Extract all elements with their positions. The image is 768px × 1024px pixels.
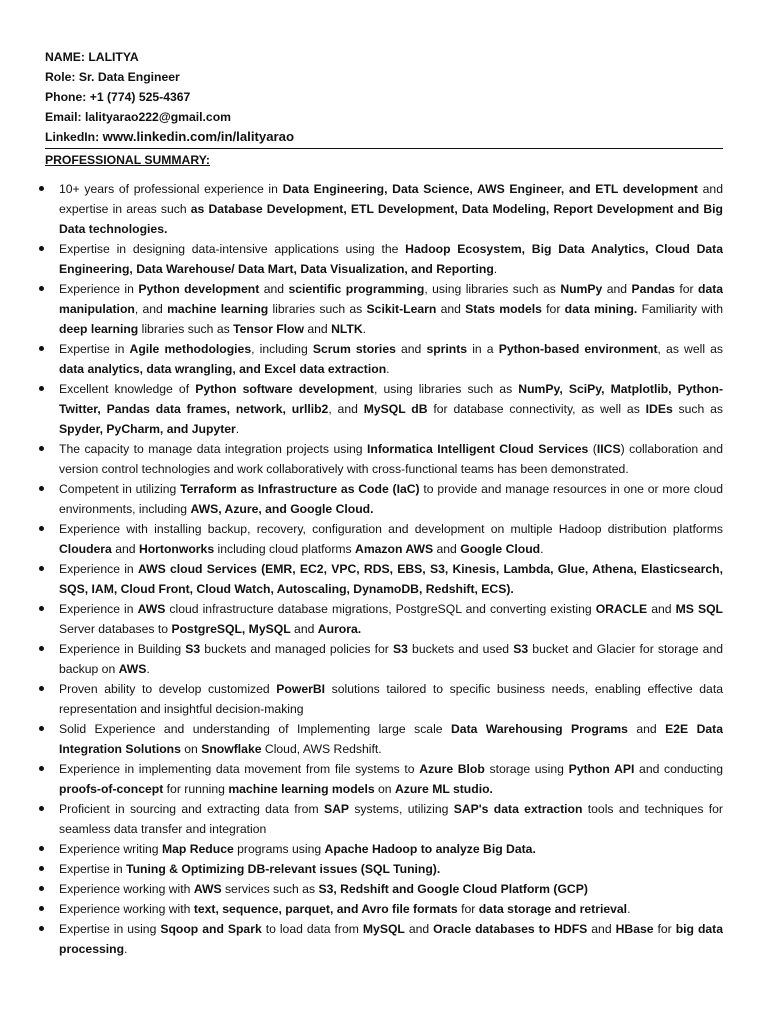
summary-text: Experience in [59,282,139,296]
summary-keyword: AWS [118,662,147,676]
summary-text: Expertise in [59,342,130,356]
summary-text: bucket and Glacier for storage and backup on [59,642,724,676]
bullet-icon [39,686,44,691]
email-label: Email: [45,110,82,124]
summary-text: Excellent knowledge of [59,382,196,396]
summary-text: Expertise in [59,862,127,876]
name-line [45,47,723,67]
summary-keyword: Amazon AWS [355,542,434,556]
summary-keyword: Hortonworks [138,542,215,556]
bullet-icon [39,926,44,931]
summary-item [45,339,723,379]
phone-label: Phone: [45,90,87,104]
summary-item [45,759,723,799]
summary-keyword: big data processing [59,922,724,956]
summary-keyword: MySQL [362,922,405,936]
summary-text: . [493,262,498,276]
summary-list [45,179,723,959]
bullet-icon [39,866,44,871]
summary-text: buckets and managed policies for [200,642,393,656]
summary-keyword: Informatica Intelligent Cloud Services [367,442,589,456]
summary-text: . [124,942,128,956]
summary-keyword: machine learning [167,302,269,316]
bullet-icon [39,386,44,391]
summary-item [45,279,723,339]
summary-item [45,879,723,899]
summary-text: . [386,362,390,376]
summary-text: ( [588,442,597,456]
summary-keyword: NumPy [560,282,603,296]
summary-keyword: AWS cloud Services (EMR, EC2, VPC, RDS, EBS, S3, Kinesis, Lambda, Glue, Athena, Elasticsearch, SQS, IAM, Cloud Front, Cloud Watch, Autoscaling, DynamoDB, Redshift, ECS). [59,562,723,596]
summary-keyword: Data Warehousing Programs [451,722,628,736]
bullet-icon [39,246,44,251]
summary-keyword: NumPy, SciPy, Matplotlib, Python-Twitter, Pandas data frames, network, urllib2 [59,382,724,416]
summary-keyword: Tensor Flow [233,322,304,336]
summary-text: Proficient in sourcing and extracting data from [59,802,324,816]
summary-text: ) collaboration and version control technologies and work collaboratively with cross-functional teams has been demonstrated. [59,442,723,476]
summary-keyword: Terraform as Infrastructure as Code (IaC) [180,482,420,496]
summary-item [45,239,723,279]
summary-keyword: AWS, Azure, and Google Cloud. [190,502,374,516]
summary-keyword: Python software development [195,382,374,396]
summary-item [45,519,723,559]
summary-text: Competent in utilizing [59,482,181,496]
summary-keyword: sprints [426,342,468,356]
summary-keyword: PostgreSQL, MySQL [171,622,291,636]
summary-item [45,839,723,859]
summary-item [45,479,723,519]
summary-keyword: proofs-of-concept [59,782,164,796]
role-line [45,67,723,87]
summary-text: Cloud, AWS Redshift. [261,742,382,756]
summary-keyword: Google Cloud [460,542,541,556]
summary-text: and [303,322,332,336]
summary-text: , using libraries such as [373,382,519,396]
summary-keyword: Azure Blob [419,762,485,776]
bullet-icon [39,726,44,731]
summary-item [45,379,723,439]
summary-text: and [647,602,676,616]
summary-keyword: HBase [615,922,654,936]
summary-text: to provide and manage resources in one or more cloud environments, including [59,482,724,516]
summary-keyword: AWS [193,882,222,896]
summary-text: libraries such as [268,302,367,316]
summary-text: buckets and used [407,642,514,656]
bullet-icon [39,566,44,571]
summary-keyword: SAP's data extraction [453,802,583,816]
summary-item [45,599,723,639]
role-value: Sr. Data Engineer [78,70,180,84]
summary-item [45,919,723,959]
summary-text: and [602,282,632,296]
summary-text: 10+ years of professional experience in [59,182,283,196]
summary-text: and [436,302,466,316]
summary-keyword: Snowflake [201,742,262,756]
summary-text: , and [328,402,364,416]
summary-keyword: scientific programming [288,282,425,296]
summary-keyword: Python development [138,282,260,296]
summary-text: Solid Experience and understanding of Implementing large scale [59,722,451,736]
summary-item [45,799,723,839]
summary-keyword: data storage and retrieval [478,902,628,916]
summary-keyword: Apache Hadoop to analyze Big Data. [324,842,536,856]
summary-keyword: AWS [137,602,166,616]
summary-text: . [540,542,544,556]
summary-text: for [653,922,676,936]
bullet-icon [39,906,44,911]
summary-text: storage using [484,762,569,776]
summary-keyword: Agile methodologies [129,342,252,356]
summary-text: and expertise in areas such [59,182,723,216]
role-label: Role: [45,70,76,84]
summary-text: for [541,302,565,316]
summary-keyword: deep learning [59,322,139,336]
summary-text: Experience in [59,562,138,576]
summary-text: and [587,922,616,936]
summary-text: and [259,282,289,296]
summary-keyword: Scikit-Learn [366,302,437,316]
summary-text: Experience working with [59,882,194,896]
summary-text: services such as [221,882,319,896]
header-divider [45,148,723,149]
bullet-icon [39,446,44,451]
summary-heading: PROFESSIONAL SUMMARY: [45,153,210,167]
summary-text: Expertise in designing data-intensive applications using the [59,242,406,256]
summary-keyword: S3, Redshift and Google Cloud Platform (GCP) [318,882,588,896]
summary-text: , as well as [657,342,724,356]
summary-text: cloud infrastructure database migrations, PostgreSQL and converting existing [165,602,596,616]
summary-keyword: Oracle databases to HDFS [433,922,588,936]
summary-item [45,679,723,719]
summary-text: Experience with installing backup, recovery, configuration and development on multiple Hadoop distribution platforms [59,522,723,536]
summary-text: such as [672,402,724,416]
summary-item [45,859,723,879]
summary-keyword: Map Reduce [161,842,234,856]
linkedin-line [45,127,723,147]
summary-keyword: SAP [323,802,349,816]
summary-text: on [374,782,395,796]
bullet-icon [39,526,44,531]
summary-text: , including [251,342,313,356]
summary-keyword: S3 [185,642,201,656]
phone-value: +1 (774) 525-4367 [89,90,191,104]
summary-keyword: S3 [393,642,408,656]
candidate-name: LALITYA [88,50,139,64]
summary-text: tools and techniques for seamless data transfer and integration [59,802,723,836]
summary-keyword: MS SQL [675,602,723,616]
summary-text: Proven ability to develop customized [59,682,277,696]
bullet-icon [39,886,44,891]
summary-text: systems, utilizing [349,802,454,816]
summary-keyword: Hadoop Ecosystem, Big Data Analytics, Cloud Data Engineering, Data Warehouse/ Data Mart, Data Visualization, and Reporting [59,242,723,276]
summary-keyword: data manipulation [59,282,724,316]
summary-text: Expertise in using [59,922,161,936]
summary-item [45,639,723,679]
summary-text: . [627,902,631,916]
summary-keyword: Python API [568,762,635,776]
summary-keyword: Cloudera [59,542,112,556]
summary-text: Experience writing [59,842,162,856]
summary-text: and [111,542,139,556]
summary-keyword: IICS [596,442,621,456]
summary-text: programs using [233,842,325,856]
summary-item [45,559,723,599]
summary-keyword: Pandas [631,282,675,296]
linkedin-link[interactable]: www.linkedin.com/in/lalityarao [102,129,295,144]
summary-keyword: Spyder, PyCharm, and Jupyter [59,422,236,436]
summary-text: for running [163,782,229,796]
summary-text: and conducting [634,762,723,776]
summary-text: The capacity to manage data integration projects using [59,442,368,456]
summary-text: for database connectivity, as well as [427,402,646,416]
summary-item [45,899,723,919]
summary-keyword: Data Engineering, Data Science, AWS Engineer, and ETL development [282,182,698,196]
summary-keyword: Scrum stories [312,342,396,356]
summary-text: and [395,342,427,356]
bullet-icon [39,346,44,351]
summary-text: . [146,662,150,676]
summary-keyword: E2E Data Integration Solutions [59,722,724,756]
bullet-icon [39,486,44,491]
bullet-icon [39,286,44,291]
summary-text: Experience working with [59,902,194,916]
summary-text: and [433,542,461,556]
summary-keyword: S3 [513,642,529,656]
bullet-icon [39,186,44,191]
summary-text: . [235,422,240,436]
bullet-icon [39,766,44,771]
summary-keyword: ORACLE [595,602,648,616]
phone-line [45,87,723,107]
bullet-icon [39,806,44,811]
summary-text: to load data from [261,922,363,936]
summary-text: for [674,282,698,296]
email-line [45,107,723,127]
summary-text: solutions tailored to specific business needs, enabling effective data representation and insightful decision-making [59,682,723,716]
summary-keyword: Aurora. [317,622,362,636]
summary-keyword: as Database Development, ETL Development, Data Modeling, Report Development and Big Data technologies. [59,202,723,236]
name-label: NAME: [45,50,85,64]
summary-text: including cloud platforms [214,542,356,556]
summary-keyword: NLTK [331,322,363,336]
summary-text: Experience in Building [59,642,186,656]
summary-keyword: Azure ML studio. [394,782,493,796]
summary-item [45,439,723,479]
summary-text: and [290,622,318,636]
summary-keyword: text, sequence, parquet, and Avro file formats [193,902,458,916]
email-value[interactable]: lalityarao222@gmail.com [84,110,231,124]
summary-text: Experience in implementing data movement from file systems to [59,762,420,776]
summary-item [45,179,723,239]
resume-page [45,47,723,959]
summary-text: in a [467,342,499,356]
summary-keyword: MySQL dB [363,402,428,416]
summary-keyword: IDEs [645,402,673,416]
summary-text: Server databases to [59,622,172,636]
summary-keyword: Sqoop and Spark [160,922,262,936]
summary-text: . [362,322,367,336]
summary-keyword: data analytics, data wrangling, and Excel data extraction [59,362,387,376]
bullet-icon [39,606,44,611]
summary-text: , using libraries such as [424,282,561,296]
summary-text: Experience in [59,602,138,616]
summary-text: libraries such as [138,322,234,336]
summary-text: Familiarity with [637,302,724,316]
summary-keyword: Stats models [465,302,542,316]
summary-keyword: data mining. [564,302,638,316]
summary-item [45,719,723,759]
summary-text: for [457,902,479,916]
summary-keyword: Python-based environment [498,342,658,356]
linkedin-label: LinkedIn: [45,130,100,144]
summary-keyword: Tuning & Optimizing DB-relevant issues (SQL Tuning). [126,862,441,876]
summary-text: , and [134,302,168,316]
summary-text: and [404,922,434,936]
summary-text: on [180,742,202,756]
bullet-icon [39,846,44,851]
summary-keyword: machine learning models [228,782,375,796]
summary-text: and [627,722,666,736]
summary-keyword: PowerBI [276,682,326,696]
bullet-icon [39,646,44,651]
